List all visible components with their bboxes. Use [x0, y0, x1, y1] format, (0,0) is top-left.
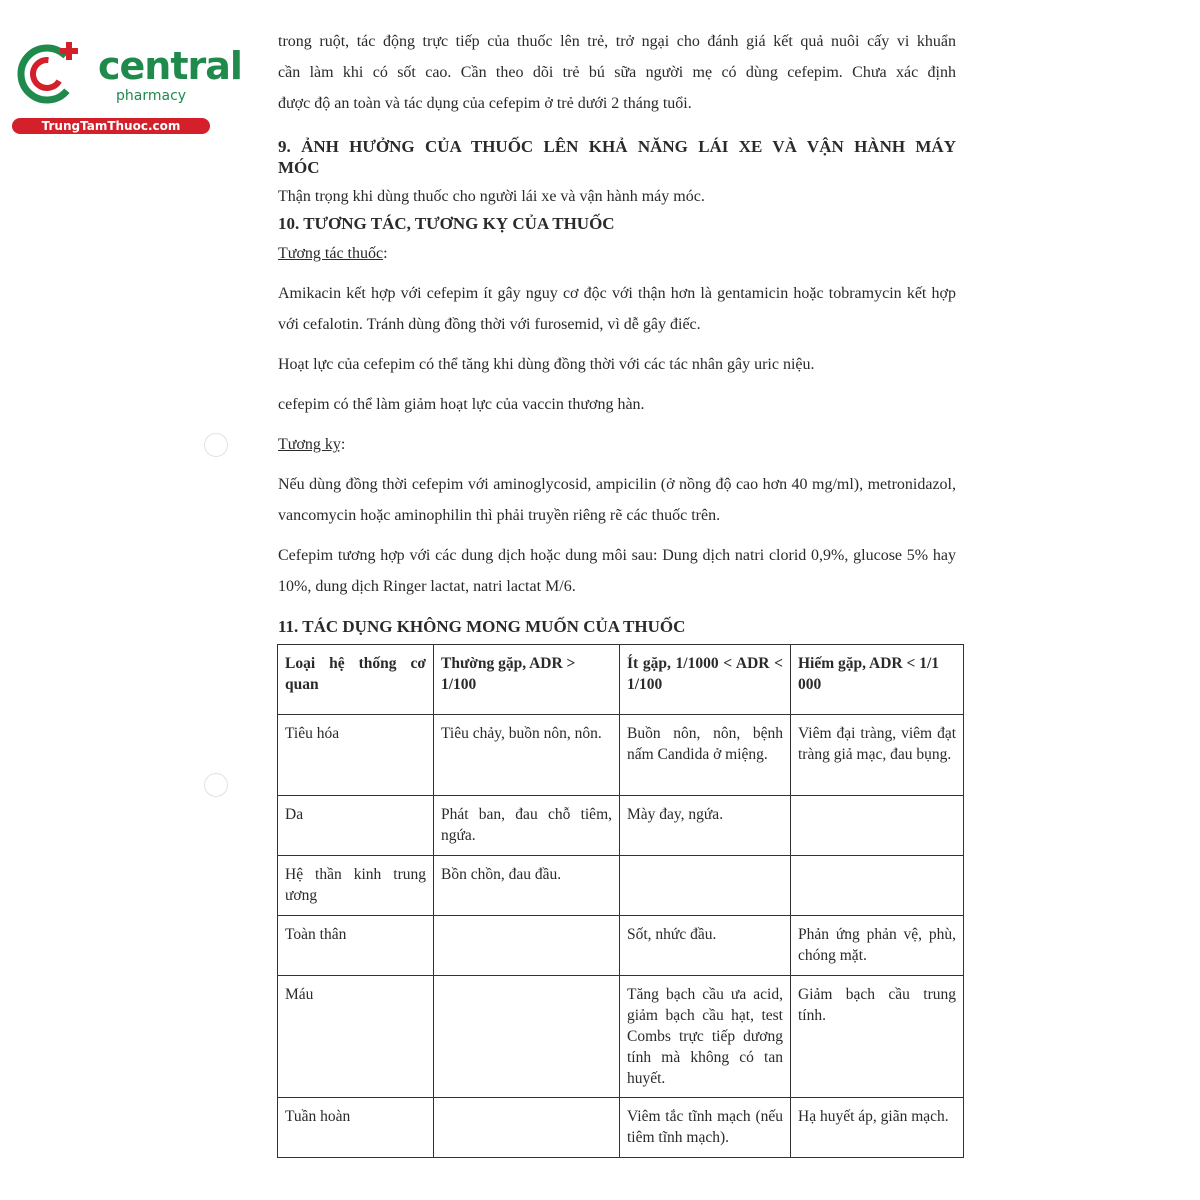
table-cell: Da [278, 796, 434, 856]
document-body: trong ruột, tác động trực tiếp của thuốc lên trẻ, trở ngại cho đánh giá kết quả nuôi cấy vi khuẩn cần làm khi có sốt cao. Cần theo dõi trẻ bú sữa người mẹ có dùng cefepim. Chưa xác định được độ an toàn và tác dụng của cefepim ở trẻ dưới 2 tháng tuổi. 9. ẢNH HƯỞNG CỦA THUỐC LÊN KHẢ NĂNG LÁI XE VÀ VẬN HÀNH MÁY MÓC Thận trọng khi dùng thuốc cho người lái xe và vận hành máy móc. 10. TƯƠNG TÁC, TƯƠNG KỴ CỦA THUỐC Tương tác thuốc: Amikacin kết hợp với cefepim ít gây nguy cơ độc với thận hơn là gentamicin hoặc tobramycin kết hợp với cefalotin. Tránh dùng đồng thời với furosemid, vì dễ gây điếc. Hoạt lực của cefepim có thể tăng khi dùng đồng thời với các tác nhân gây uric niệu. cefepim có thể làm giảm hoạt lực của vaccin thương hàn. Tương kỵ: Nếu dùng đồng thời cefepim với aminoglycosid, ampicilin (ở nồng độ cao hơn 40 mg/ml), metronidazol, vancomycin hoặc aminophilin thì phải truyền riêng rẽ các thuốc trên. Cefepim tương hợp với các dung dịch hoặc dung môi sau: Dung dịch natri clorid 0,9%, glucose 5% hay 10%, dung dịch Ringer lactat, natri lactat M/6. 11. TÁC DỤNG KHÔNG MONG MUỐN CỦA THUỐC [278, 26, 956, 637]
table-header-cell: Ít gặp, 1/1000 < ADR < 1/100 [620, 645, 791, 715]
table-cell: Viêm tắc tĩnh mạch (nếu tiêm tĩnh mạch). [620, 1098, 791, 1158]
table-cell: Máu [278, 976, 434, 1098]
table-row [278, 856, 964, 916]
table-cell: Buồn nôn, nôn, bệnh nấm Candida ở miệng. [620, 715, 791, 796]
brand-logo [12, 38, 242, 138]
table-cell [791, 856, 964, 916]
table-cell [791, 796, 964, 856]
table-cell: Toàn thân [278, 916, 434, 976]
table-cell: Tiêu chảy, buồn nôn, nôn. [434, 715, 620, 796]
table-cell: Phát ban, đau chỗ tiêm, ngứa. [434, 796, 620, 856]
table-header-cell: Thường gặp, ADR > 1/100 [434, 645, 620, 715]
table-cell [620, 856, 791, 916]
table-cell: Viêm đại tràng, viêm đạt tràng giả mạc, đau bụng. [791, 715, 964, 796]
brand-subtitle: pharmacy [116, 88, 187, 104]
table-cell: Phản ứng phản vệ, phù, chóng mặt. [791, 916, 964, 976]
section-9-heading-cont: MÓC [278, 158, 320, 177]
table-header-row [278, 645, 964, 715]
table-cell: Tuần hoàn [278, 1098, 434, 1158]
incompat-label: Tương kỵ [278, 436, 341, 453]
interaction-paragraph: Amikacin kết hợp với cefepim ít gây nguy cơ độc với thận hơn là gentamicin hoặc tobramycin kết hợp với cefalotin. Tránh dùng đồng thời với furosemid, vì dễ gây điếc. [278, 285, 956, 333]
table-row [278, 1098, 964, 1158]
adverse-reactions-table [277, 644, 964, 1158]
central-pharmacy-logo-icon [12, 38, 82, 108]
table-cell [434, 976, 620, 1098]
table-cell: Mày đay, ngứa. [620, 796, 791, 856]
table-cell: Giảm bạch cầu trung tính. [791, 976, 964, 1098]
intro-line: cần làm khi có sốt cao. Cần theo dõi trẻ bú sữa người mẹ có dùng cefepim. Chưa xác định [278, 64, 956, 81]
interaction-paragraph: Hoạt lực của cefepim có thể tăng khi dùng đồng thời với các tác nhân gây uric niệu. [278, 356, 815, 373]
punch-hole [204, 433, 228, 457]
section-10-heading: 10. TƯƠNG TÁC, TƯƠNG KỴ CỦA THUỐC [278, 214, 615, 233]
table-cell: Bồn chồn, đau đầu. [434, 856, 620, 916]
punch-hole [204, 773, 228, 797]
intro-line: trong ruột, tác động trực tiếp của thuốc lên trẻ, trở ngại cho đánh giá kết quả nuôi cấy vi khuẩn [278, 33, 956, 50]
table-cell: Tiêu hóa [278, 715, 434, 796]
interaction-paragraph: cefepim có thể làm giảm hoạt lực của vaccin thương hàn. [278, 396, 645, 413]
table-row [278, 976, 964, 1098]
section-9-heading: 9. ẢNH HƯỞNG CỦA THUỐC LÊN KHẢ NĂNG LÁI XE VÀ VẬN HÀNH MÁY [278, 137, 956, 156]
table-cell [434, 1098, 620, 1158]
table-header-cell: Loại hệ thống cơ quan [278, 645, 434, 715]
table-cell: Tăng bạch cầu ưa acid, giảm bạch cầu hạt, test Combs trực tiếp dương tính mà không có tan huyết. [620, 976, 791, 1098]
table-cell [434, 916, 620, 976]
table-row [278, 916, 964, 976]
table-cell: Sốt, nhức đầu. [620, 916, 791, 976]
table-row [278, 796, 964, 856]
brand-site-badge: TrungTamThuoc.com [12, 118, 210, 134]
table-header-cell: Hiếm gặp, ADR < 1/1 000 [791, 645, 964, 715]
incompat-paragraph: Nếu dùng đồng thời cefepim với aminoglycosid, ampicilin (ở nồng độ cao hơn 40 mg/ml), metronidazol, vancomycin hoặc aminophilin thì phải truyền riêng rẽ các thuốc trên. [278, 476, 956, 524]
section-11-heading: 11. TÁC DỤNG KHÔNG MONG MUỐN CỦA THUỐC [278, 617, 686, 636]
intro-line: được độ an toàn và tác dụng của cefepim ở trẻ dưới 2 tháng tuổi. [278, 95, 692, 112]
brand-name: central [98, 44, 242, 88]
incompat-paragraph: Cefepim tương hợp với các dung dịch hoặc dung môi sau: Dung dịch natri clorid 0,9%, glucose 5% hay 10%, dung dịch Ringer lactat, natri lactat M/6. [278, 547, 956, 595]
table-row [278, 715, 964, 796]
section-9-text: Thận trọng khi dùng thuốc cho người lái xe và vận hành máy móc. [278, 188, 705, 205]
interactions-label: Tương tác thuốc [278, 245, 384, 262]
table-cell: Hệ thần kinh trung ương [278, 856, 434, 916]
table-cell: Hạ huyết áp, giãn mạch. [791, 1098, 964, 1158]
